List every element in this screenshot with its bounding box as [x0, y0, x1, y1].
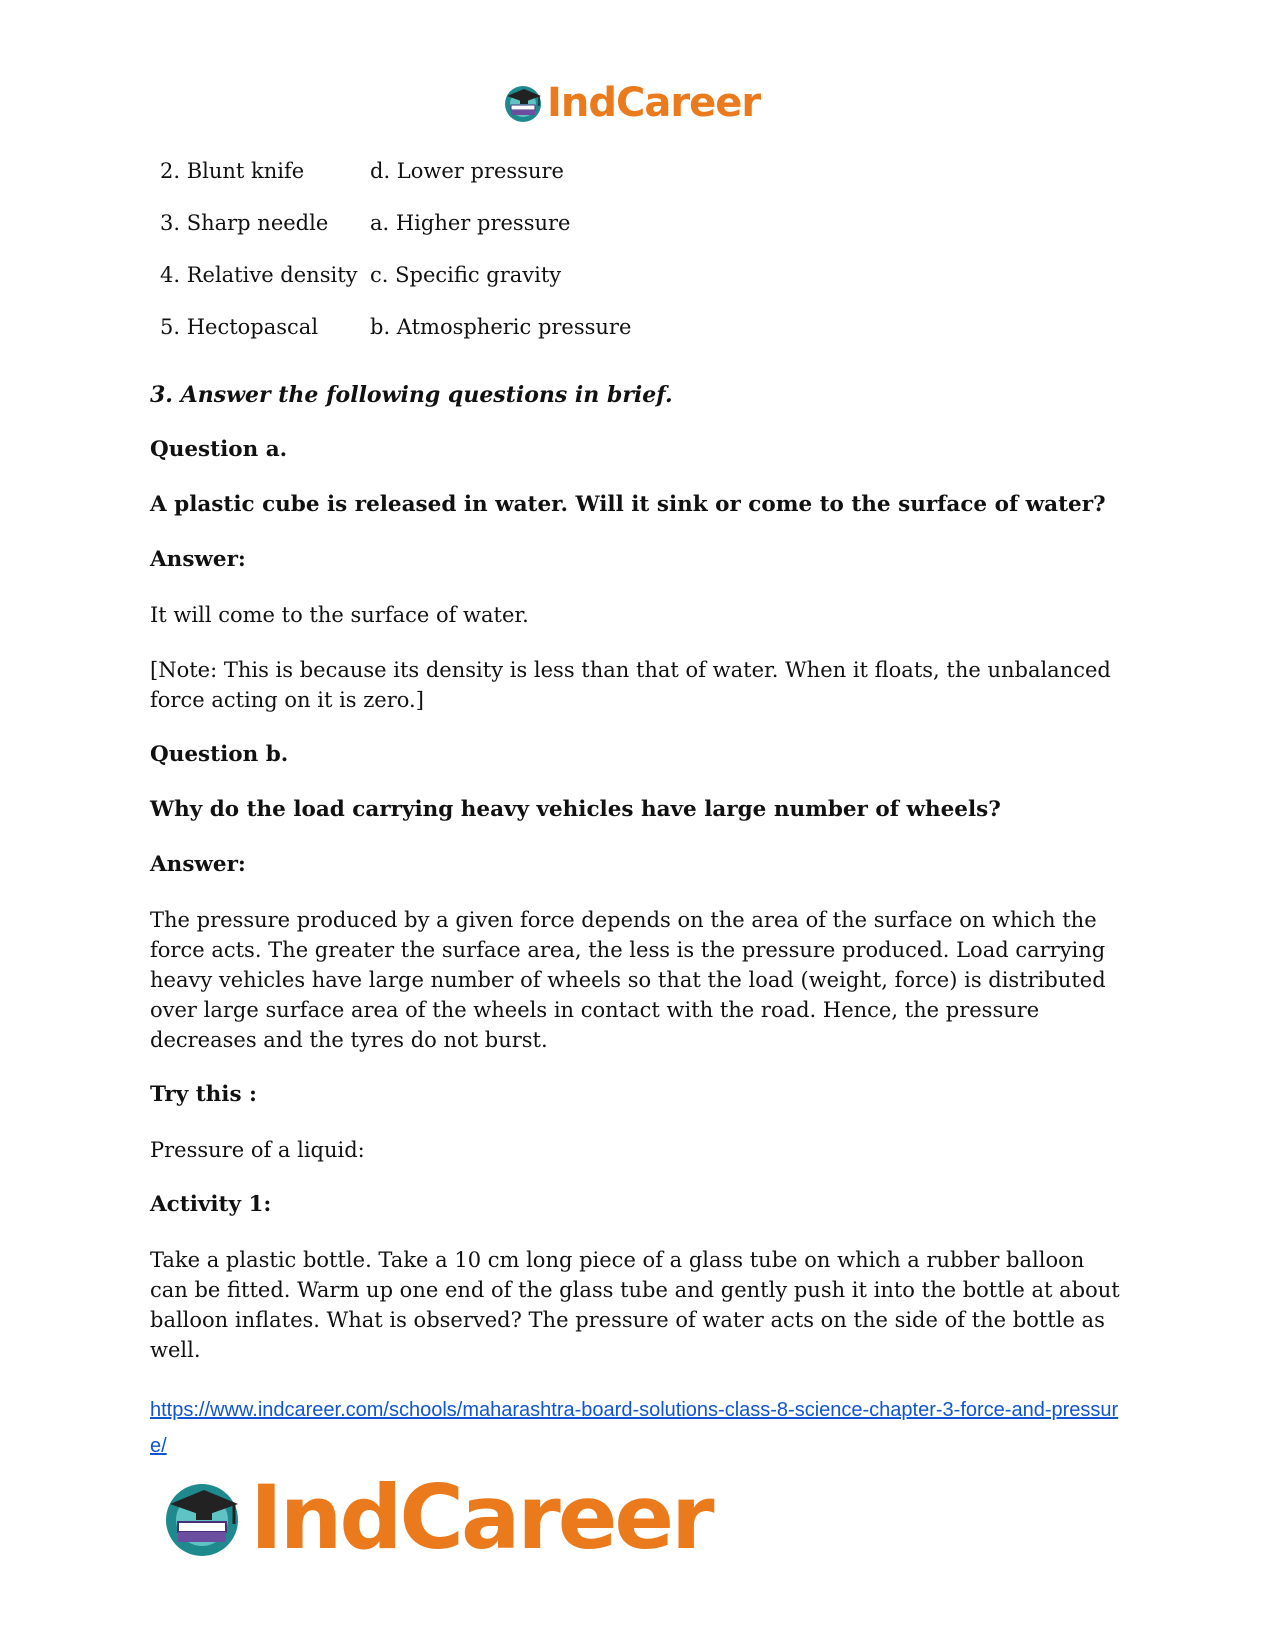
matching-table	[160, 158, 631, 366]
header-logo	[502, 80, 760, 126]
graduation-cap-icon	[160, 1476, 244, 1560]
match-right: b. Atmospheric pressure	[370, 315, 632, 339]
try-this-text: Pressure of a liquid:	[150, 1138, 365, 1162]
match-right: d. Lower pressure	[370, 159, 564, 183]
answer-a-text: It will come to the surface of water.	[150, 603, 529, 627]
answer-label: Answer:	[150, 547, 246, 572]
match-right: a. Higher pressure	[370, 211, 571, 235]
section-heading: 3. Answer the following questions in brief.	[150, 382, 673, 408]
graduation-cap-icon	[502, 82, 544, 124]
question-b-label: Question b.	[150, 742, 289, 767]
footer-logo	[160, 1468, 712, 1568]
logo-wordmark: IndCareer	[547, 80, 761, 126]
match-left: 3. Sharp needle	[160, 211, 329, 235]
match-right: c. Specific gravity	[370, 263, 562, 287]
answer-b-text: The pressure produced by a given force depends on the area of the surface on which the force acts. The greater the surface area, the less is the pressure produced. Load carrying heavy vehicles have large number of wheels so that the load (weight, force) is distributed over large surface area of the wheels in contact with the road. Hence, the pressure decreases and the tyres do not burst.	[150, 908, 1106, 1052]
question-a-text: A plastic cube is released in water. Will it sink or come to the surface of water?	[150, 492, 1106, 517]
activity-label: Activity 1:	[150, 1192, 272, 1217]
try-this-label: Try this :	[150, 1082, 257, 1107]
match-row	[160, 314, 631, 366]
answer-label: Answer:	[150, 852, 246, 877]
match-left: 5. Hectopascal	[160, 315, 319, 339]
match-row	[160, 158, 631, 210]
document-body	[150, 380, 1120, 1390]
match-left: 4. Relative density	[160, 263, 358, 287]
match-left: 2. Blunt knife	[160, 159, 305, 183]
activity-text: Take a plastic bottle. Take a 10 cm long piece of a glass tube on which a rubber balloon can be fitted. Warm up one end of the glass tube and gently push it into the bottle at about balloon inflates. What is observed? The pressure of water acts on the side of the bottle as well.	[150, 1248, 1120, 1362]
source-link[interactable]: https://www.indcareer.com/schools/maharashtra-board-solutions-class-8-science-chapter-3-force-and-pressure/	[150, 1399, 1119, 1457]
match-row	[160, 262, 631, 314]
question-b-text: Why do the load carrying heavy vehicles have large number of wheels?	[150, 797, 1001, 822]
match-row	[160, 210, 631, 262]
answer-a-note: [Note: This is because its density is less than that of water. When it floats, the unbalanced force acting on it is zero.]	[150, 658, 1111, 712]
question-a-label: Question a.	[150, 437, 288, 462]
logo-wordmark: IndCareer	[250, 1466, 712, 1569]
